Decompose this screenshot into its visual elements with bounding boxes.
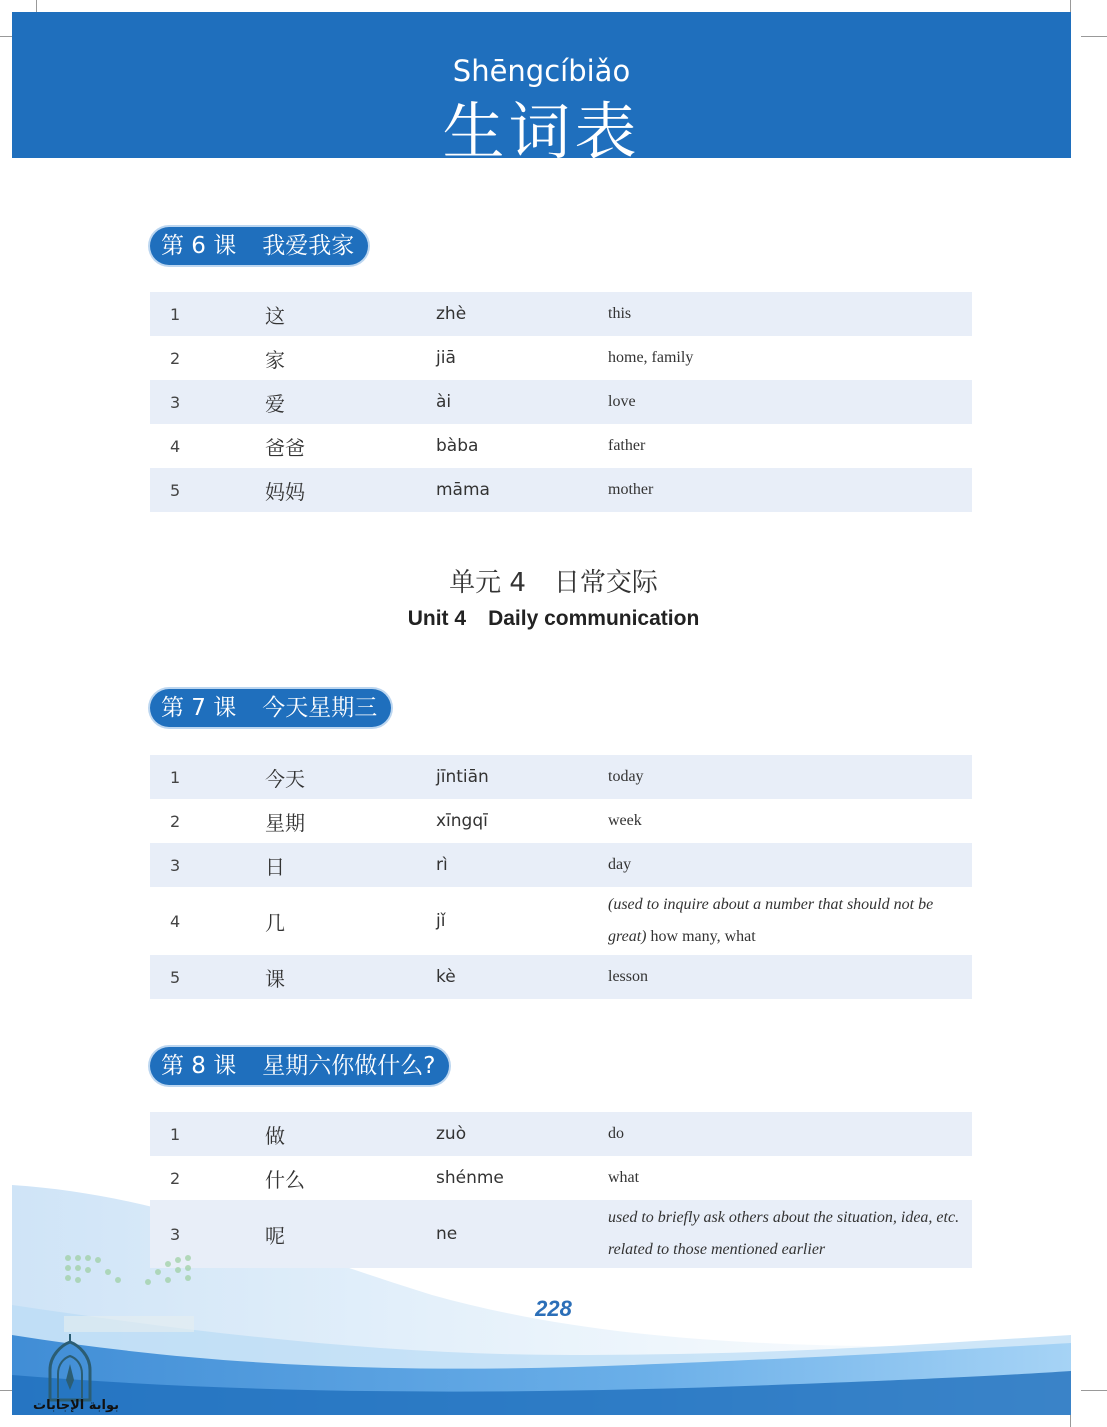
row-number: 5 xyxy=(170,480,181,500)
row-hanzi: 爱 xyxy=(265,391,285,416)
row-number: 2 xyxy=(170,348,181,368)
page-number: 228 xyxy=(535,1296,572,1321)
lesson-7-vocab-table xyxy=(150,755,972,999)
row-english: week xyxy=(608,812,642,829)
row-hanzi: 今天 xyxy=(265,766,305,791)
row-english xyxy=(608,1200,972,1268)
row-number: 2 xyxy=(170,1168,181,1188)
unit-cn-number: 单元 4 xyxy=(449,568,526,598)
row-english: this xyxy=(608,305,632,322)
crop-mark xyxy=(1081,36,1107,37)
row-number: 3 xyxy=(170,855,181,875)
header-title: 生词表 xyxy=(442,95,641,168)
table-row xyxy=(150,1156,972,1200)
row-pinyin: rì xyxy=(436,855,448,875)
table-row xyxy=(150,755,972,799)
table-row xyxy=(150,1200,972,1268)
row-english: father xyxy=(608,437,646,454)
row-pinyin: bàba xyxy=(436,436,479,456)
english-meaning: how many, what xyxy=(646,928,756,945)
row-hanzi: 呢 xyxy=(265,1223,285,1248)
table-row xyxy=(150,292,972,336)
row-english: lesson xyxy=(608,968,648,985)
watermark-logo xyxy=(28,1250,208,1420)
lesson-name: 星期六你做什么? xyxy=(262,1053,436,1079)
table-row xyxy=(150,468,972,512)
lesson-number: 第 8 课 xyxy=(161,1053,237,1079)
row-number: 2 xyxy=(170,811,181,831)
table-row xyxy=(150,336,972,380)
row-hanzi: 什么 xyxy=(265,1167,305,1192)
row-english: mother xyxy=(608,481,654,498)
row-hanzi: 爸爸 xyxy=(265,435,305,460)
english-usage-note: (used to inquire about a number that should not be great) xyxy=(608,896,934,945)
unit-chinese-title xyxy=(0,562,1107,599)
lesson-6-vocab-table xyxy=(150,292,972,512)
table-row xyxy=(150,887,972,955)
unit-english-title xyxy=(0,607,1107,631)
row-number: 1 xyxy=(170,767,181,787)
row-pinyin: jīntiān xyxy=(436,767,489,787)
row-hanzi: 做 xyxy=(265,1123,285,1148)
row-pinyin: zhè xyxy=(436,304,467,324)
row-english: do xyxy=(608,1125,624,1142)
unit-en-number: Unit 4 xyxy=(407,607,467,630)
row-english: day xyxy=(608,856,632,873)
table-row xyxy=(150,955,972,999)
row-number: 4 xyxy=(170,911,181,931)
lesson-8-vocab-table xyxy=(150,1112,972,1268)
row-number: 3 xyxy=(170,392,181,412)
row-number: 5 xyxy=(170,967,181,987)
row-english: home, family xyxy=(608,349,694,366)
row-hanzi: 星期 xyxy=(265,810,305,835)
row-english: love xyxy=(608,393,636,410)
row-hanzi: 课 xyxy=(265,966,285,991)
table-row xyxy=(150,1112,972,1156)
lesson-8-heading xyxy=(150,1047,449,1085)
row-hanzi: 这 xyxy=(265,303,285,328)
lesson-name: 我爱我家 xyxy=(262,233,355,259)
row-number: 3 xyxy=(170,1224,181,1244)
row-english: what xyxy=(608,1169,640,1186)
row-hanzi: 几 xyxy=(265,910,285,935)
row-number: 1 xyxy=(170,304,181,324)
row-pinyin: shénme xyxy=(436,1168,504,1188)
table-row xyxy=(150,424,972,468)
table-row xyxy=(150,843,972,887)
unit-cn-name: 日常交际 xyxy=(553,568,658,598)
row-number: 1 xyxy=(170,1124,181,1144)
english-usage-note: used to briefly ask others about the situation, idea, etc. related to those mentioned earlier xyxy=(608,1209,960,1258)
lesson-7-heading xyxy=(150,689,391,727)
lesson-number: 第 7 课 xyxy=(161,695,237,721)
row-pinyin: jiā xyxy=(436,348,456,368)
row-hanzi: 日 xyxy=(265,854,285,879)
row-english: today xyxy=(608,768,644,785)
header-pinyin: Shēngcíbiǎo xyxy=(452,54,631,88)
row-pinyin: ài xyxy=(436,392,452,412)
header-band xyxy=(12,12,1071,168)
watermark-text: بوابة الإجابات xyxy=(33,1398,119,1413)
row-hanzi: 妈妈 xyxy=(265,479,305,504)
row-pinyin: kè xyxy=(436,967,456,987)
row-hanzi: 家 xyxy=(265,347,285,372)
row-pinyin: jǐ xyxy=(436,911,446,931)
lesson-6-heading xyxy=(150,227,368,265)
table-row xyxy=(150,799,972,843)
row-pinyin: xīngqī xyxy=(436,811,488,831)
lesson-number: 第 6 课 xyxy=(161,233,237,259)
row-pinyin: zuò xyxy=(436,1124,467,1144)
unit-en-name: Daily communication xyxy=(488,607,700,630)
row-pinyin: ne xyxy=(436,1224,458,1244)
row-number: 4 xyxy=(170,436,181,456)
table-row xyxy=(150,380,972,424)
row-english xyxy=(608,887,972,955)
lesson-name: 今天星期三 xyxy=(262,695,378,721)
crop-mark xyxy=(1081,1390,1107,1391)
row-pinyin: māma xyxy=(436,480,490,500)
